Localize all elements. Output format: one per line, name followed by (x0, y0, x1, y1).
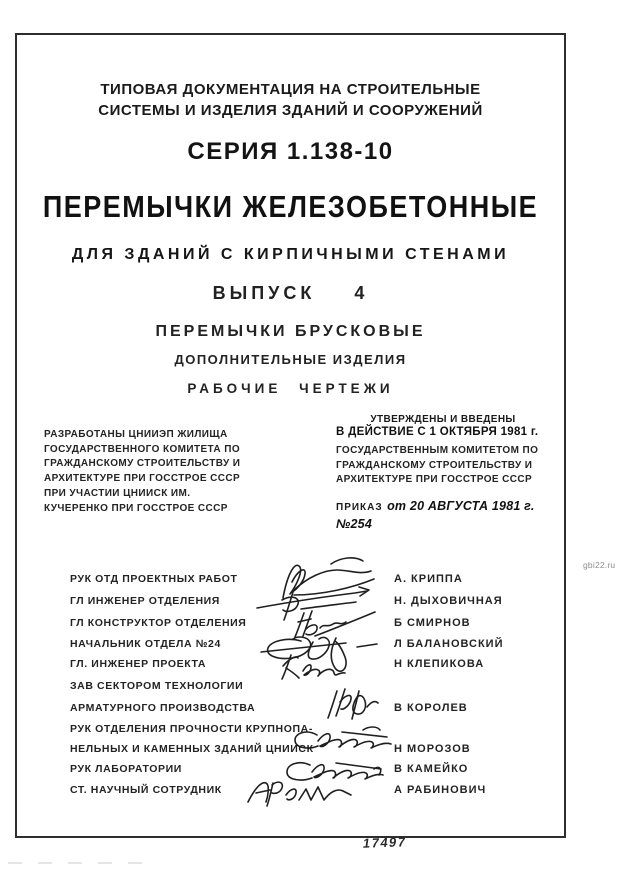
developed-line: РАЗРАБОТАНЫ ЦНИИЭП ЖИЛИЩА (44, 429, 228, 440)
developed-line: ГРАЖДАНСКОМУ СТРОИТЕЛЬСТВУ И (44, 458, 241, 470)
signatory-name: В КОРОЛЕВ (394, 702, 468, 714)
signatory-name: А РАБИНОВИЧ (394, 784, 487, 796)
scan-artifact (8, 862, 143, 864)
signatory-name: В КАМЕЙКО (394, 763, 469, 775)
series-number: СЕРИЯ 1.138-10 (187, 138, 394, 165)
order-value: от 20 АВГУСТА 1981 г. №254 (336, 499, 535, 532)
signatory-name: Н. ДЫХОВИЧНАЯ (394, 595, 503, 607)
signatory-name: Н КЛЕПИКОВА (394, 658, 485, 670)
developed-line: АРХИТЕКТУРЕ ПРИ ГОССТРОЕ СССР (44, 473, 241, 485)
order-line (336, 497, 550, 533)
developed-line: ГОСУДАРСТВЕННОГО КОМИТЕТА ПО (44, 443, 240, 455)
approved-line-2: В ДЕЙСТВИЕ С 1 ОКТЯБРЯ 1981 г. (336, 426, 539, 438)
signatory-role: НАЧАЛЬНИК ОТДЕЛА №24 (70, 638, 221, 650)
developed-line: КУЧЕРЕНКО ПРИ ГОССТРОЕ СССР (44, 502, 228, 514)
signatory-role: НЕЛЬНЫХ И КАМЕННЫХ ЗДАНИЙ ЦНИИСК (70, 743, 314, 755)
approved-line: ГОСУДАРСТВЕННЫМ КОМИТЕТОМ ПО (336, 445, 539, 456)
section-title-1: ПЕРЕМЫЧКИ БРУСКОВЫЕ (155, 323, 426, 340)
approved-line: АРХИТЕКТУРЕ ПРИ ГОССТРОЕ СССР (336, 474, 533, 486)
signatory-role: СТ. НАУЧНЫЙ СОТРУДНИК (70, 784, 222, 796)
doc-number: 17497 (361, 834, 408, 851)
signatory-name: Н МОРОЗОВ (394, 743, 471, 755)
developed-by-block (44, 428, 314, 516)
signatory-role: ЗАВ СЕКТОРОМ ТЕХНОЛОГИИ (70, 680, 244, 692)
signatory-role: РУК ОТД ПРОЕКТНЫХ РАБОТ (70, 573, 238, 585)
issue-number: ВЫПУСК 4 (212, 283, 369, 303)
signatory-name: Л БАЛАНОВСКИЙ (394, 638, 504, 650)
approved-line: ГРАЖДАНСКОМУ СТРОИТЕЛЬСТВУ И (336, 459, 533, 471)
approved-by-block (336, 414, 550, 533)
section-title-2: ДОПОЛНИТЕЛЬНЫЕ ИЗДЕЛИЯ (174, 352, 407, 367)
signatory-role: ГЛ КОНСТРУКТОР ОТДЕЛЕНИЯ (70, 617, 247, 629)
watermark-text: gbi22.ru (583, 560, 616, 570)
signatory-role: ГЛ ИНЖЕНЕР ОТДЕЛЕНИЯ (70, 595, 220, 607)
header-line-1: ТИПОВАЯ ДОКУМЕНТАЦИЯ НА СТРОИТЕЛЬНЫЕ (100, 81, 481, 98)
order-label: ПРИКАЗ (336, 502, 383, 514)
signatory-role: ГЛ. ИНЖЕНЕР ПРОЕКТА (70, 658, 207, 670)
signatory-name: Б СМИРНОВ (394, 617, 471, 629)
developed-line: ПРИ УЧАСТИИ ЦНИИСК ИМ. (44, 487, 191, 499)
section-title-3: РАБОЧИЕ ЧЕРТЕЖИ (187, 381, 394, 396)
page-title: ПЕРЕМЫЧКИ ЖЕЛЕЗОБЕТОННЫЕ (42, 190, 539, 224)
approved-line-1: УТВЕРЖДЕНЫ И ВВЕДЕНЫ (370, 414, 516, 425)
header-line-2: СИСТЕМЫ И ИЗДЕЛИЯ ЗДАНИЙ И СООРУЖЕНИЙ (98, 102, 483, 119)
page-subtitle: ДЛЯ ЗДАНИЙ С КИРПИЧНЫМИ СТЕНАМИ (71, 246, 510, 263)
signatory-role: РУК ОТДЕЛЕНИЯ ПРОЧНОСТИ КРУПНОПА- (70, 723, 313, 735)
signatory-role: РУК ЛАБОРАТОРИИ (70, 763, 182, 775)
signatory-name: А. КРИППА (394, 573, 463, 585)
signatory-role: АРМАТУРНОГО ПРОИЗВОДСТВА (70, 702, 256, 714)
